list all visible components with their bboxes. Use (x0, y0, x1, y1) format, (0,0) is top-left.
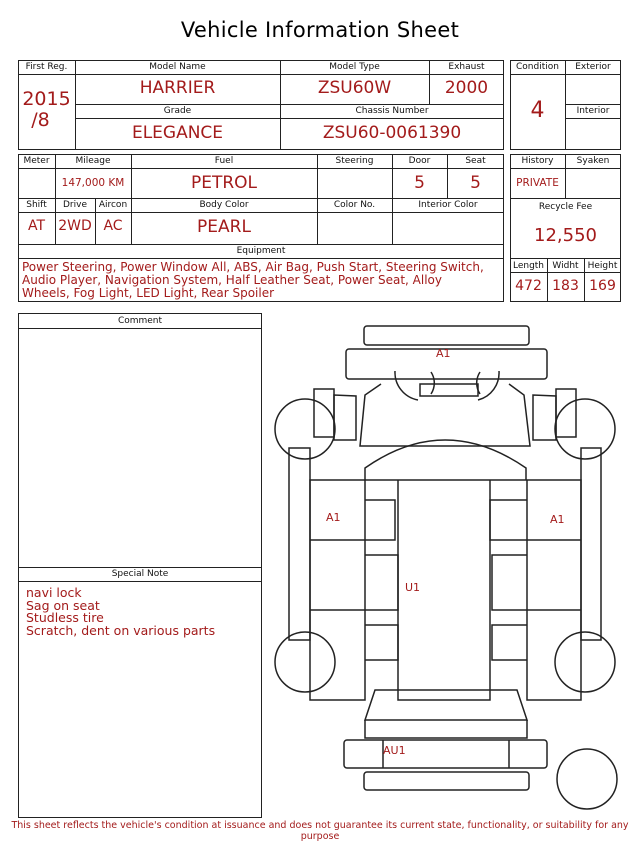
shift-value: AT (27, 218, 46, 234)
recycle-fee-value: 12,550 (534, 225, 597, 246)
wheel-rear-left (275, 632, 335, 692)
seat-label: Seat (465, 156, 486, 166)
special-note-item: Studless tire (26, 610, 104, 625)
width-value: 183 (552, 278, 579, 294)
rear-bumper-bottom (364, 772, 529, 790)
spare-tire (557, 749, 617, 809)
front-hood (360, 384, 530, 446)
damage-rear-bumper: AU1 (383, 744, 406, 757)
syaken-label: Syaken (576, 156, 610, 166)
special-note-item: Sag on seat (26, 597, 100, 613)
mileage-label: Mileage (75, 156, 111, 166)
color-no-label: Color No. (333, 200, 376, 210)
vehicle-damage-diagram (268, 318, 632, 818)
damage-left-side: A1 (326, 511, 341, 524)
drive-label: Drive (63, 200, 87, 210)
width-label: Widht (552, 261, 579, 271)
special-note-item: Scratch, dent on various parts (26, 622, 216, 638)
damage-roof: U1 (405, 581, 421, 594)
equipment-label: Equipment (236, 246, 286, 256)
damage-front-bumper: A1 (436, 347, 451, 360)
door-label: Door (408, 156, 431, 166)
interior-label: Interior (576, 106, 610, 116)
grade-value: ELEGANCE (131, 123, 224, 143)
tailgate (365, 720, 527, 738)
front-bumper-top (364, 326, 529, 345)
mileage-value: 147,000 KM (61, 177, 125, 189)
condition-label: Condition (516, 62, 559, 72)
rear-bumper (344, 740, 547, 768)
height-label: Height (587, 261, 618, 271)
history-value: PRIVATE (516, 177, 559, 189)
wheel-front-right (555, 399, 615, 459)
model-type-label: Model Type (329, 62, 380, 72)
interior-color-label: Interior Color (418, 200, 478, 210)
door-value: 5 (414, 173, 425, 193)
model-type-value: ZSU60W (317, 78, 392, 98)
model-name-label: Model Name (149, 62, 206, 72)
shift-label: Shift (26, 200, 47, 210)
body-color-label: Body Color (199, 200, 249, 210)
drive-value: 2WD (58, 218, 92, 234)
meter-label: Meter (23, 156, 50, 166)
length-value: 472 (515, 278, 542, 294)
model-name-value: HARRIER (139, 78, 216, 98)
rear-window (365, 690, 527, 720)
length-label: Length (512, 261, 545, 271)
equipment-text: Power Steering, Power Window All, ABS, Air Bag, Push Start, Steering Switch, Audio Player, Navigation System, Half Leather Seat, Power Seat, Alloy Wheels, Fog Light, LED Light, Rear Spoiler (22, 260, 484, 300)
steering-label: Steering (335, 156, 374, 166)
recycle-fee-label: Recycle Fee (538, 202, 593, 212)
comment-box (18, 313, 262, 818)
chassis-number-value: ZSU60-0061390 (322, 123, 462, 143)
first-reg-year: 2015 (22, 88, 71, 110)
special-note-item: navi lock (26, 585, 82, 600)
grille (420, 384, 478, 396)
exterior-label: Exterior (575, 62, 611, 72)
disclaimer-footer: This sheet reflects the vehicle's condition at issuance and does not guarantee its current state, functionality, or suitability for any purpose (11, 820, 629, 842)
fuel-label: Fuel (214, 156, 234, 166)
wheel-rear-right (555, 632, 615, 692)
height-value: 169 (589, 278, 616, 294)
history-label: History (521, 156, 554, 166)
fuel-value: PETROL (190, 173, 258, 193)
first-reg-label: First Reg. (25, 62, 68, 72)
exhaust-value: 2000 (444, 78, 489, 98)
aircon-label: Aircon (98, 200, 128, 210)
aircon-value: AC (103, 218, 123, 234)
grade-label: Grade (163, 106, 192, 116)
special-note-label: Special Note (111, 569, 169, 579)
sheet-title: Vehicle Information Sheet (180, 18, 460, 42)
exhaust-label: Exhaust (448, 62, 485, 72)
damage-right-side: A1 (550, 513, 565, 526)
wheel-front-left (275, 399, 335, 459)
special-notes-list (26, 587, 215, 637)
body-color-value: PEARL (197, 217, 251, 237)
condition-value: 4 (530, 98, 545, 123)
comment-label: Comment (117, 316, 163, 326)
chassis-number-label: Chassis Number (355, 106, 429, 116)
first-reg-month: /8 (31, 109, 50, 131)
seat-value: 5 (470, 173, 481, 193)
